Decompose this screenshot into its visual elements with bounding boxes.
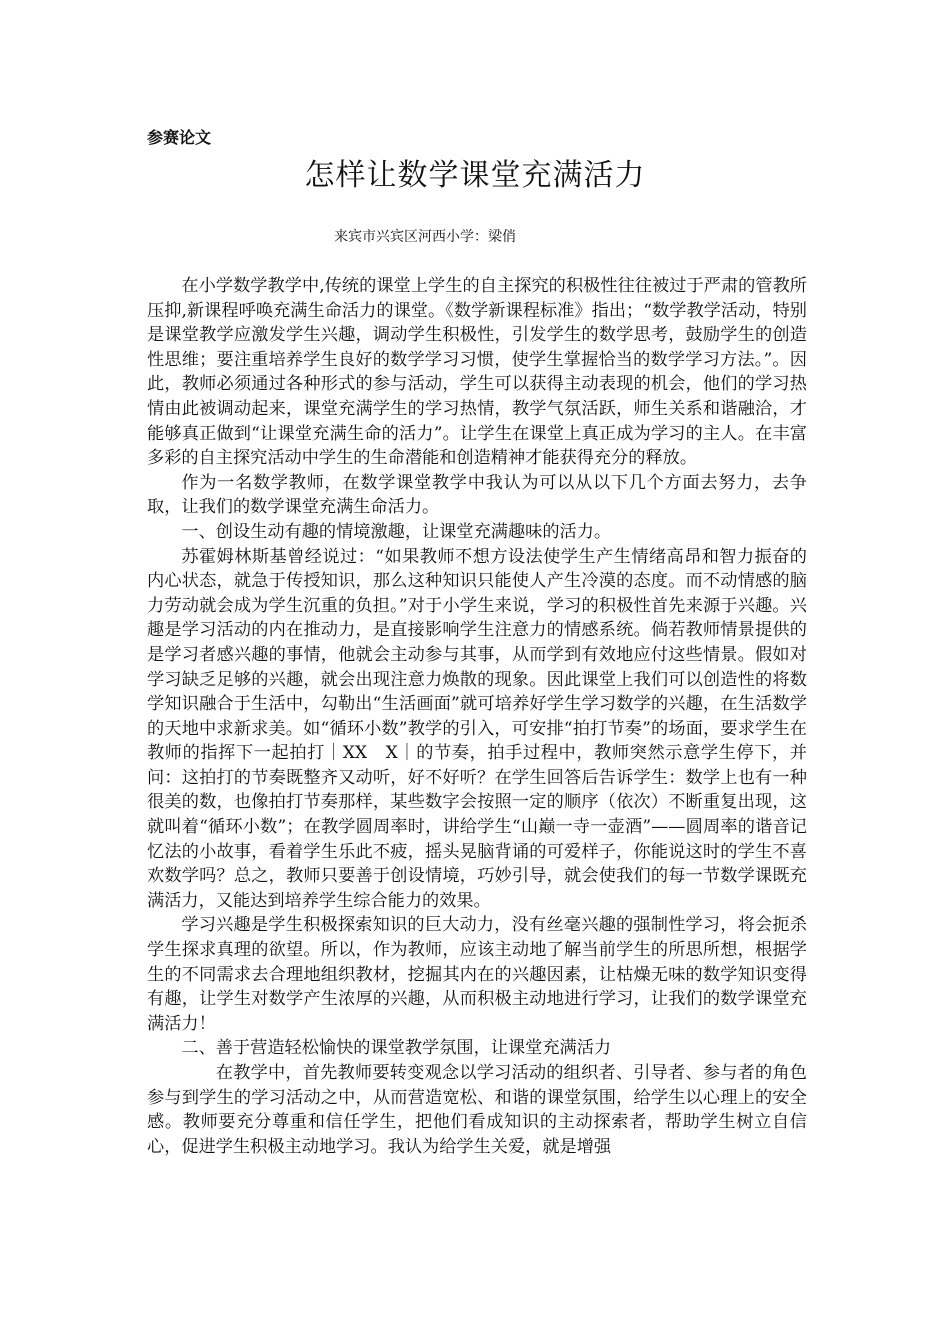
paragraph: 学习兴趣是学生积极探索知识的巨大动力，没有丝毫兴趣的强制性学习，将会扼杀学生探求真理的欲望。所以，作为教师，应该主动地了解当前学生的所思所想，根据学生的不同需求去合理地组织教材，挖掘其内在的兴趣因素，让枯燥无味的数学知识变得有趣，让学生对数学产生浓厚的兴趣，从而积极主动地进行学习，让我们的数学课堂充满活力！ [147,915,807,1034]
paragraph: 在小学数学教学中,传统的课堂上学生的自主探究的积极性往往被过于严肃的管教所压抑,新课程呼唤充满生命活力的课堂。《数学新课程标准》指出；“数学教学活动，特别是课堂教学应激发学生兴趣，调动学生积极性，引发学生的数学思考，鼓励学生的创造性思维；要注重培养学生良好的数学学习习惯，使学生掌握恰当的数学学习方法。”。因此，教师必须通过各种形式的参与活动，学生可以获得主动表现的机会，他们的学习热情由此被调动起来，课堂充满学生的学习热情，教学气氛活跃，师生关系和谐融洽，才能够真正做到“让课堂充满生命的活力”。让学生在课堂上真正成为学习的主人。在丰富多彩的自主探究活动中学生的生命潜能和创造精神才能获得充分的释放。 [147,276,807,469]
paragraph: 作为一名数学教师，在数学课堂教学中我认为可以从以下几个方面去努力，去争取，让我们的数学课堂充满生命活力。 [147,472,807,518]
paragraph: 苏霍姆林斯基曾经说过：“如果教师不想方设法使学生产生情绪高昂和智力振奋的内心状态，就急于传授知识，那么这种知识只能使人产生冷漠的态度。而不动情感的脑力劳动就会成为学生沉重的负担。”对于小学生来说，学习的积极性首先来源于兴趣。兴趣是学习活动的内在推动力，是直接影响学生注意力的情感系统。倘若教师情景提供的是学习者感兴趣的事情，他就会主动参与其事，从而学到有效地应付这些情景。假如对学习缺乏足够的兴趣，就会出现注意力焕散的现象。因此课堂上我们可以创造性的将数学知识融合于生活中，勾勒出“生活画面”就可培养好学生学习数学的兴趣，在生活数学的天地中求新求美。如“循环小数”教学的引入，可安排“拍打节奏”的场面，要求学生在教师的指挥下一起拍打｜XX X｜的节奏，拍手过程中，教师突然示意学生停下，并问：这拍打的节奏既整齐又动听，好不好听？在学生回答后告诉学生：数学上也有一种很美的数，也像拍打节奏那样，某些数字会按照一定的顺序（依次）不断重复出现，这就叫着“循环小数”；在教学圆周率时，讲给学生“山巅一寺一壶酒”——圆周率的谐音记忆法的小故事，看着学生乐此不疲，摇头晃脑背诵的可爱样子，你能说这时的学生不喜欢数学吗？总之，教师只要善于创设情境，巧妙引导，就会使我们的每一节数学课既充满活力，又能达到培养学生综合能力的效果。 [147,546,807,911]
document-category-label: 参赛论文 [147,128,212,147]
section-heading: 一、创设生动有趣的情境激趣，让课堂充满趣味的活力。 [181,521,612,542]
author-line: 来宾市兴宾区河西小学：梁俏 [334,229,516,245]
document-title: 怎样让数学课堂充满活力 [304,158,646,193]
section-heading: 二、善于营造轻松愉快的课堂教学氛围，让课堂充满活力 [181,1038,612,1059]
document-body [147,274,807,1159]
paragraph: 在教学中，首先教师要转变观念以学习活动的组织者、引导者、参与者的角色参与到学生的学习活动之中，从而营造宽松、和谐的课堂氛围，给学生以心理上的安全感。教师要充分尊重和信任学生，把他们看成知识的主动探索者，帮助学生树立自信心，促进学生积极主动地学习。我认为给学生关爱，就是增强 [147,1063,807,1157]
